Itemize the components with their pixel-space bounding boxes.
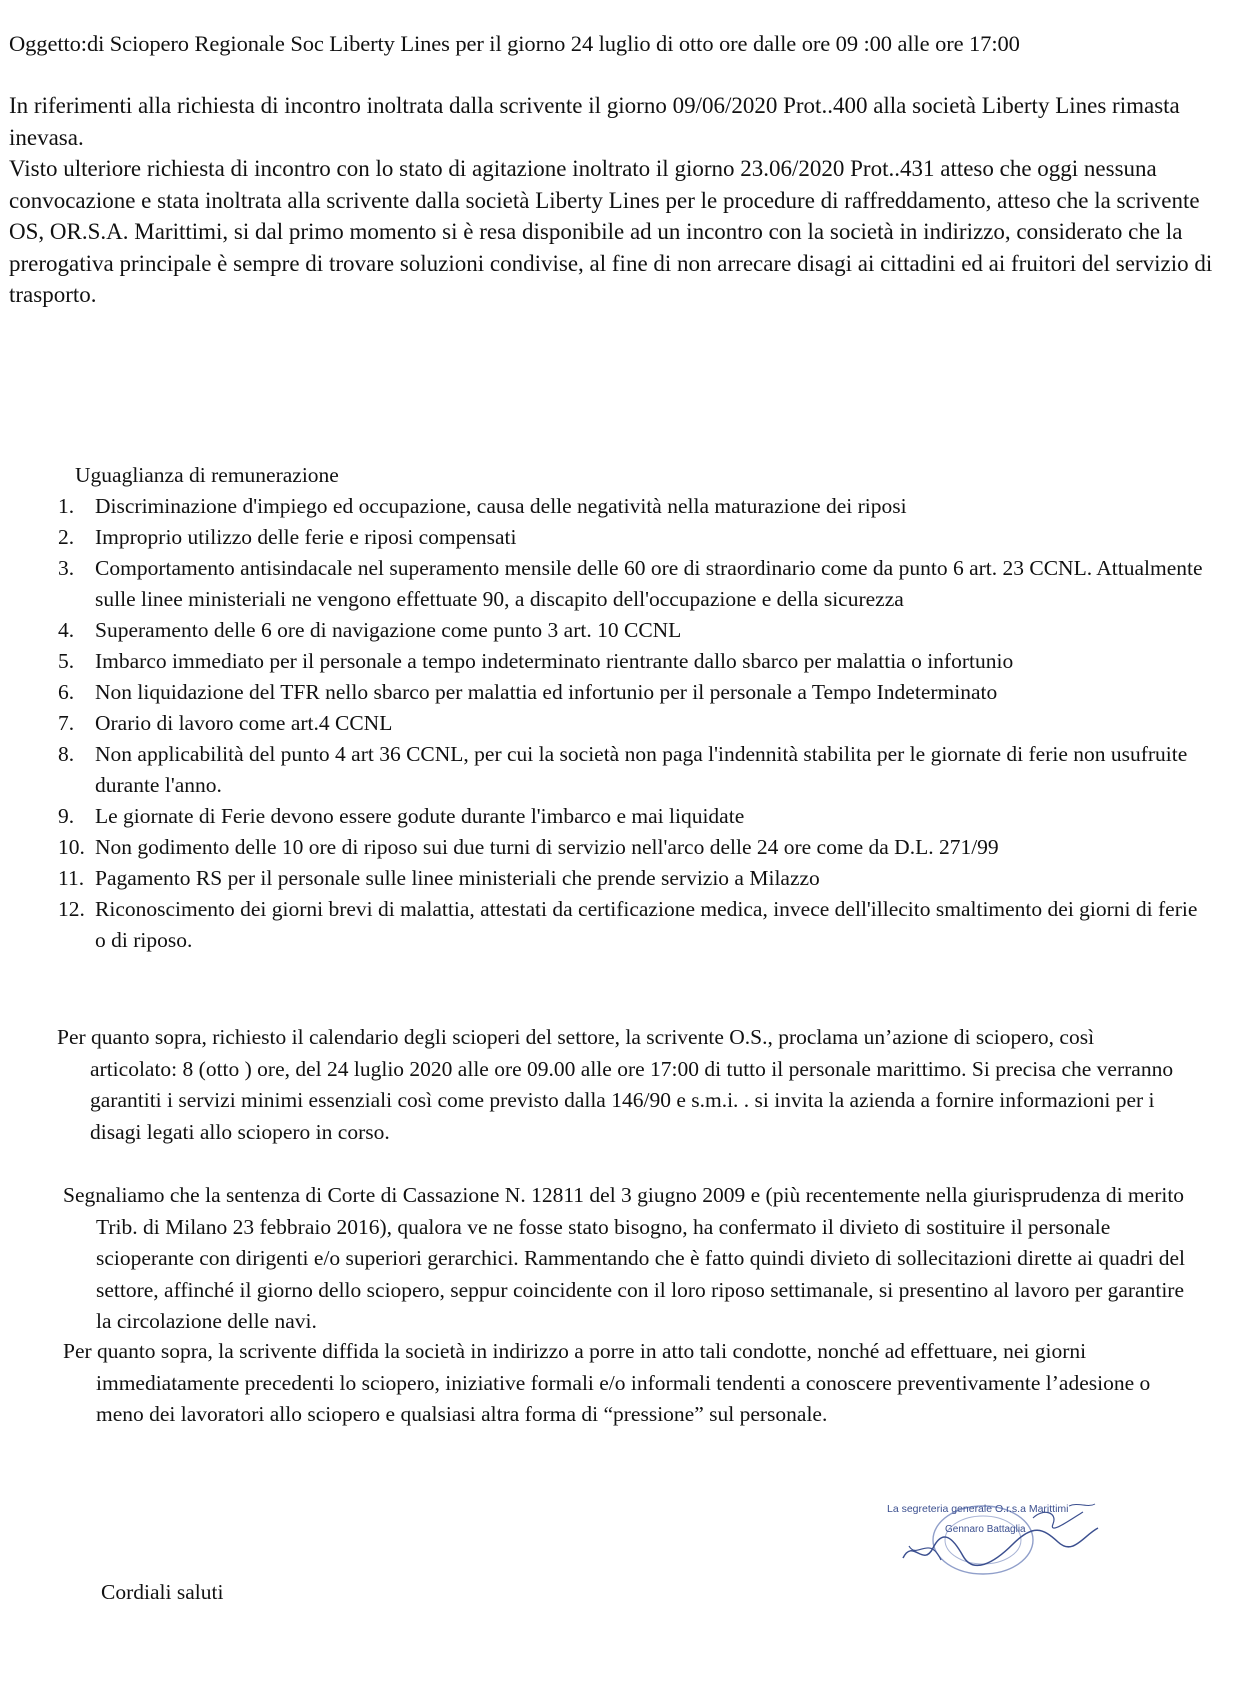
list-item-text: Discriminazione d'impiego ed occupazione, causa delle negatività nella maturazione dei riposi bbox=[95, 494, 907, 518]
list-item bbox=[58, 615, 1208, 646]
list-item-number: 1. bbox=[58, 494, 75, 518]
list-item-text: Non liquidazione del TFR nello sbarco per malattia ed infortunio per il personale a Tempo Indeterminato bbox=[95, 680, 998, 704]
list-item-text: Riconoscimento dei giorni brevi di malattia, attestati da certificazione medica, invece dell'illecito smaltimento dei giorni di ferie o di riposo. bbox=[95, 897, 1198, 952]
list-item-number: 10. bbox=[58, 835, 85, 859]
list-item-number: 5. bbox=[58, 649, 75, 673]
list-item-text: Pagamento RS per il personale sulle linee ministeriali che prende servizio a Milazzo bbox=[95, 866, 820, 890]
grievance-list-section bbox=[58, 460, 1208, 956]
intro-paragraph-2: Visto ulteriore richiesta di incontro con lo stato di agitazione inoltrato il giorno 23.06/2020 Prot..431 atteso che oggi nessuna convocazione e stata inoltrata alla scrivente dalla società Liberty Lines per le procedure di raffreddamento, atteso che la scrivente OS, OR.S.A. Marittimi, si dal primo momento si è resa disponibile ad un incontro con la società in indirizzo, considerato che la prerogativa principale è sempre di trovare soluzioni condivise, al fine di non arrecare disagi ai cittadini ed ai fruitori del servizio di trasporto. bbox=[9, 156, 1213, 307]
list-item bbox=[58, 708, 1208, 739]
list-item-text: Comportamento antisindacale nel superamento mensile delle 60 ore di straordinario come da punto 6 art. 23 CCNL. Attualmente sulle linee ministeriali ne vengono effettuate 90, a discapito dell'occupazione e della sicurezza bbox=[95, 556, 1203, 611]
list-item bbox=[58, 491, 1208, 522]
list-item-number: 4. bbox=[58, 618, 75, 642]
list-item-text: Non applicabilità del punto 4 art 36 CCNL, per cui la società non paga l'indennità stabilita per le giornate di ferie non usufruite durante l'anno. bbox=[95, 742, 1188, 797]
list-item-text: Le giornate di Ferie devono essere godute durante l'imbarco e mai liquidate bbox=[95, 804, 745, 828]
list-item-number: 12. bbox=[58, 897, 85, 921]
list-item bbox=[58, 677, 1208, 708]
intro-section bbox=[9, 90, 1231, 311]
list-item bbox=[58, 553, 1208, 615]
list-item-number: 8. bbox=[58, 742, 75, 766]
list-item bbox=[58, 863, 1208, 894]
proclamation-text: Per quanto sopra, richiesto il calendario degli scioperi del settore, la scrivente O.S., proclama un’azione di sciopero, così articolato: 8 (otto ) ore, del 24 luglio 2020 alle ore 09.00 alle ore 17:00 di tutto il personale marittimo. Si precisa che verranno garantiti i servizi minimi essenziali così come previsto dalla 146/90 e s.m.i. . si invita la azienda a fornire informazioni per i disagi legati allo sciopero in corso. bbox=[57, 1025, 1174, 1144]
closing-salutation: Cordiali saluti bbox=[101, 1580, 224, 1604]
warning-text: Per quanto sopra, la scrivente diffida la società in indirizzo a porre in atto tali condotte, nonché ad effettuare, nei giorni immediatamente precedenti lo sciopero, iniziative formali e/o informali tendenti a conoscere preventivamente l’adesione o meno dei lavoratori allo sciopero e qualsiasi altra forma di “pressione” sul personale. bbox=[63, 1339, 1151, 1426]
list-item bbox=[58, 832, 1208, 863]
list-item-number: 9. bbox=[58, 804, 75, 828]
list-item-number: 11. bbox=[58, 866, 85, 890]
signature-stamp bbox=[883, 1498, 1123, 1582]
list-item-number: 7. bbox=[58, 711, 75, 735]
list-item-text: Orario di lavoro come art.4 CCNL bbox=[95, 711, 393, 735]
list-item-number: 2. bbox=[58, 525, 75, 549]
list-item-text: Non godimento delle 10 ore di riposo sui due turni di servizio nell'arco delle 24 ore come da D.L. 271/99 bbox=[95, 835, 999, 859]
grievance-list bbox=[58, 491, 1208, 956]
list-title: Uguaglianza di remunerazione bbox=[75, 463, 339, 487]
strike-proclamation-paragraph bbox=[57, 1022, 1180, 1148]
list-item bbox=[58, 894, 1208, 956]
signature-stamp-image bbox=[883, 1498, 1123, 1582]
intro-paragraph-1: In riferimenti alla richiesta di incontro inoltrata dalla scrivente il giorno 09/06/2020 Prot..400 alla società Liberty Lines rimasta inevasa. bbox=[9, 93, 1180, 150]
list-item bbox=[58, 801, 1208, 832]
list-item bbox=[58, 739, 1208, 801]
court-ruling-paragraph bbox=[63, 1180, 1186, 1338]
court-ruling-text: Segnaliamo che la sentenza di Corte di Cassazione N. 12811 del 3 giugno 2009 e (più recentemente nella giurisprudenza di merito Trib. di Milano 23 febbraio 2016), qualora ve ne fosse stato bisogno, ha confermato il divieto di sostituire il personale scioperante con dirigenti e/o superiori gerarchici. Rammentando che è fatto quindi divieto di sollecitazioni dirette ai quadri del settore, affinché il giorno dello sciopero, seppur coincidente con il loro riposo settimanale, si presentino al lavoro per garantire la circolazione delle navi. bbox=[63, 1183, 1185, 1333]
list-item bbox=[58, 646, 1208, 677]
svg-text:Gennaro Battaglia: Gennaro Battaglia bbox=[945, 1524, 1026, 1535]
svg-text:La segreteria generale O.r.s.a: La segreteria generale O.r.s.a Marittimi bbox=[887, 1503, 1069, 1515]
list-item-text: Superamento delle 6 ore di navigazione come punto 3 art. 10 CCNL bbox=[95, 618, 682, 642]
warning-paragraph bbox=[63, 1336, 1186, 1431]
subject-line: Oggetto:di Sciopero Regionale Soc Liberty Lines per il giorno 24 luglio di otto ore dalle ore 09 :00 alle ore 17:00 bbox=[9, 31, 1020, 56]
list-item bbox=[58, 522, 1208, 553]
list-item-text: Improprio utilizzo delle ferie e riposi compensati bbox=[95, 525, 517, 549]
list-item-number: 3. bbox=[58, 556, 75, 580]
list-item-number: 6. bbox=[58, 680, 75, 704]
list-item-text: Imbarco immediato per il personale a tempo indeterminato rientrante dallo sbarco per malattia o infortunio bbox=[95, 649, 1014, 673]
